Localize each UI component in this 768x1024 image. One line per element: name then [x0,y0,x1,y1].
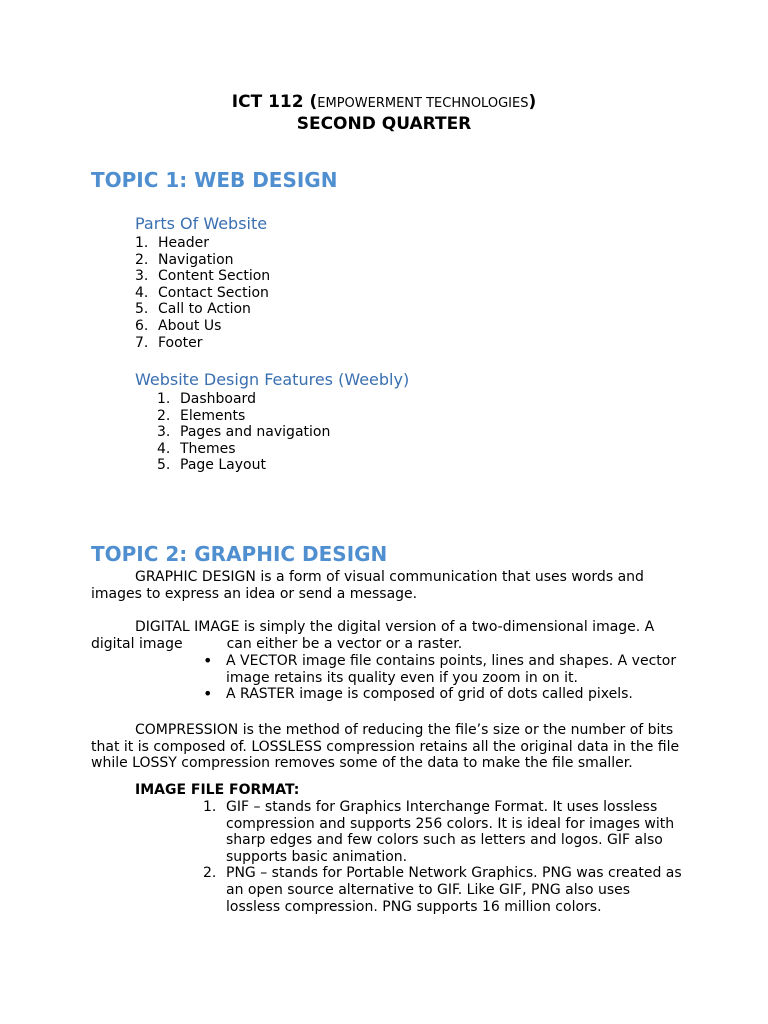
website-design-features-heading: Website Design Features (Weebly) [135,370,410,389]
list-item: 3. Pages and navigation [157,424,331,441]
list-item: 1. Header [135,235,209,251]
list-item: • A RASTER image is composed of grid of dots called pixels. [203,686,676,703]
title-course-name: EMPOWERMENT TECHNOLOGIES [317,96,529,111]
list-item: 3. Content Section [135,268,271,285]
list-item: 2. Elements [157,407,246,424]
topic1-heading: TOPIC 1: WEB DESIGN [91,168,338,192]
parts-of-website-list [135,235,270,351]
list-item: 7. Footer [135,334,203,351]
list-item: 1. GIF – stands for Graphics Interchange Format. It uses lossless compression and supports 256 colors. It is ideal for images with sharp edges and few colors such as letters and logos. GIF also supports basic animation. [203,799,675,865]
graphic-design-paragraph: GRAPHIC DESIGN is a form of visual communication that uses words and images to express an idea or send a message. [91,569,644,602]
image-file-format-heading: IMAGE FILE FORMAT: [135,782,300,798]
parts-of-website-heading: Parts Of Website [135,214,268,233]
document-title: ICT 112 (EMPOWERMENT TECHNOLOGIES) [231,92,537,112]
list-item: 5. Page Layout [157,457,266,474]
compression-paragraph: COMPRESSION is the method of reducing the file’s size or the number of bits that it is composed of. LOSSLESS compression retains all the original data in the file while LOSSY compression removes some of the data to make the file smaller. [91,722,680,772]
list-item: 4. Contact Section [135,284,269,301]
document-subtitle: SECOND QUARTER [296,114,472,134]
list-item: 5. Call to Action [135,301,251,318]
list-item: 1. Dashboard [157,391,256,407]
list-item: 6. About Us [135,317,222,334]
list-item: 4. Themes [157,440,236,457]
image-type-bullets [203,653,676,703]
website-design-features-list [157,391,330,474]
list-item: • A VECTOR image file contains points, lines and shapes. A vector image retains its quality even if you zoom in on it. [203,653,676,686]
image-file-format-list [203,799,682,915]
digital-image-paragraph: DIGITAL IMAGE is simply the digital version of a two-dimensional image. A digital image can either be a vector or a raster. [91,619,655,652]
topic2-heading: TOPIC 2: GRAPHIC DESIGN [91,542,388,566]
list-item: 2. PNG – stands for Portable Network Graphics. PNG was created as an open source alternative to GIF. Like GIF, PNG also uses lossless compression. PNG supports 16 million colors. [203,865,682,915]
list-item: 2. Navigation [135,251,234,268]
